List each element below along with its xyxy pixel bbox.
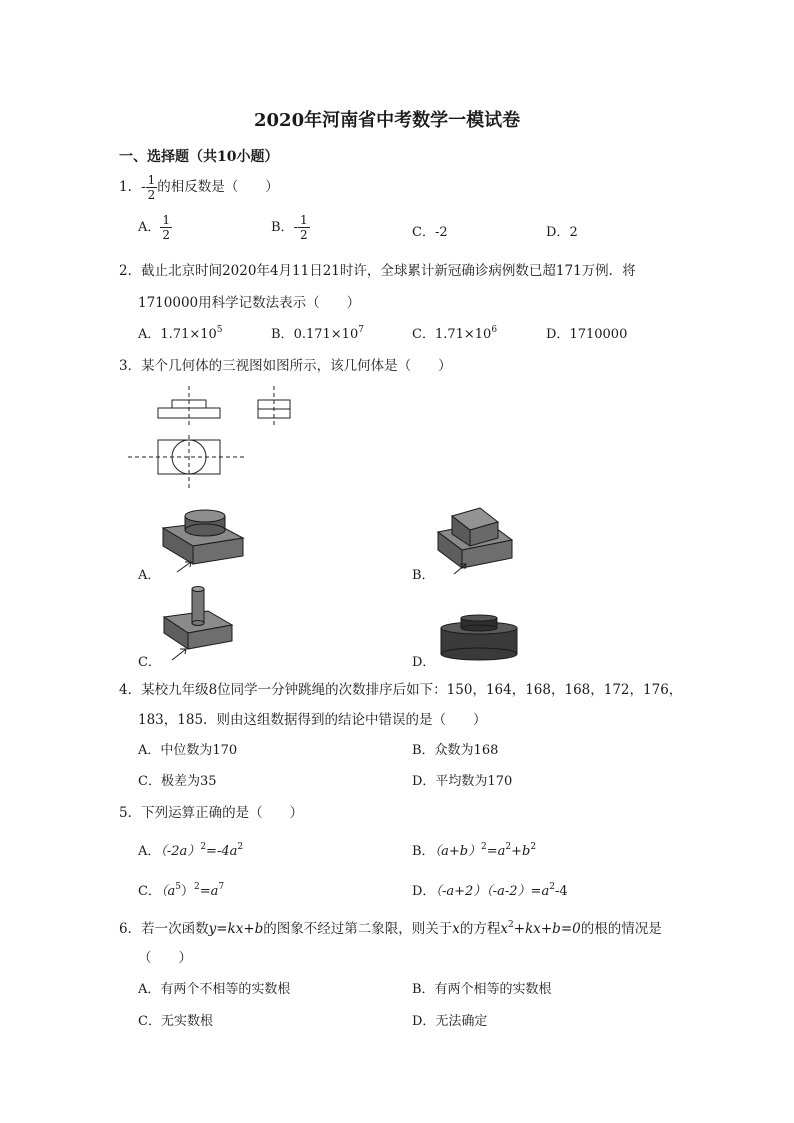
q3-option-c-label: C．	[138, 655, 161, 670]
q3-option-d-figure	[435, 610, 525, 665]
q3-text: 3．某个几何体的三视图如图所示，该几何体是（ ）	[119, 358, 452, 374]
q2-line1: 2．截止北京时间2020年4月11日21时许，全球累计新冠确诊病例数已超171万例．将	[119, 263, 636, 279]
q6-line2: （ ）	[138, 950, 192, 966]
q2-option-a	[138, 323, 223, 342]
q5-option-b	[412, 840, 536, 859]
q1-d-text: 2	[569, 225, 578, 240]
q4-option-a: A．中位数为170	[138, 743, 238, 758]
q5-a-label: A．	[138, 844, 161, 859]
q1-c-label: C．	[412, 225, 435, 240]
q1-option-d	[546, 221, 578, 240]
q1-a-fraction	[160, 214, 172, 241]
q1-frac-num: 1	[147, 173, 156, 187]
q2-a-base: 1.71×10	[160, 327, 217, 342]
q1-b-sign: -	[293, 220, 298, 235]
q2-c-label: C．	[412, 327, 435, 342]
q1-option-b	[271, 214, 310, 241]
q1-fraction	[146, 174, 158, 201]
three-view-diagram	[125, 383, 305, 493]
q5-a-exp1: 2	[200, 842, 207, 852]
q1-b-fraction	[298, 214, 310, 241]
q3-option-c-figure	[158, 583, 238, 665]
q2-option-b	[271, 323, 364, 342]
q3-option-a-figure	[155, 500, 250, 580]
q2-option-d	[546, 323, 627, 342]
q5-a-exp2: 2	[237, 842, 244, 852]
q6-pre: 6．若一次函数	[119, 921, 209, 937]
q4-option-b: B．众数为168	[412, 743, 499, 758]
q5-d-exp1: 2	[549, 882, 555, 892]
q5-c-exp3: 7	[218, 882, 225, 892]
q5-b-exp3: 2	[530, 842, 537, 852]
q5-c-expr: （a	[160, 884, 176, 899]
page-title: 2020年河南省中考数学一模试卷	[254, 110, 521, 131]
q1-c-text: -2	[434, 225, 448, 240]
q5-c-label: C．	[138, 884, 161, 899]
q1-a-den: 2	[162, 228, 171, 242]
q6-line1	[119, 917, 662, 937]
q1-b-label: B．	[271, 220, 294, 235]
q5-a-rhs: =-4a	[206, 844, 238, 859]
q5-c-exp2: 2	[193, 882, 200, 892]
q3-option-a-label: A．	[138, 568, 161, 583]
q6-mid: 的图象不经过第二象限，则关于	[263, 921, 453, 937]
q5-d-rhs: -4	[554, 884, 568, 899]
q1-a-label: A．	[138, 220, 161, 235]
q1-a-num: 1	[162, 213, 171, 227]
q1-d-label: D．	[546, 225, 570, 240]
q1-b-num: 1	[299, 213, 308, 227]
q2-c-base: 1.71×10	[434, 327, 492, 342]
q6-post: 的根的情况是	[580, 921, 662, 937]
q3-option-b-figure	[430, 500, 520, 580]
q4-line1: 4．某校九年级8位同学一分钟跳绳的次数排序后如下：150，164，168，168，172，176，	[119, 682, 683, 698]
q5-b-expr: （a+b）	[434, 844, 482, 859]
q4-option-d: D．平均数为170	[412, 774, 513, 789]
q5-b-exp2: 2	[505, 842, 512, 852]
q5-b-rhs2: +b	[511, 844, 531, 859]
q1-frac-den: 2	[147, 188, 156, 202]
q5-c-exp1: 5	[175, 882, 181, 892]
q5-option-a	[138, 840, 243, 859]
q5-text: 5．下列运算正确的是（ ）	[119, 805, 304, 821]
q2-a-label: A．	[138, 327, 161, 342]
q1-option-a	[138, 214, 172, 241]
q2-line2: 1710000用科学记数法表示（ ）	[138, 295, 361, 311]
q4-option-c: C．极差为35	[138, 774, 217, 789]
question-1	[119, 174, 279, 201]
q3-option-b-label: B．	[412, 568, 435, 583]
q2-b-exp: 7	[358, 325, 364, 335]
q6-option-d: D．无法确定	[412, 1014, 488, 1029]
q5-b-exp1: 2	[481, 842, 487, 852]
q6-option-b: B．有两个相等的实数根	[412, 982, 552, 997]
q6-mid2: 的方程	[459, 921, 501, 937]
q2-c-exp: 6	[491, 325, 498, 335]
q5-c-rhs: =a	[199, 884, 219, 899]
q4-line2: 183，185．则由这组数据得到的结论中错误的是（ ）	[138, 712, 487, 728]
q2-b-label: B．	[271, 327, 294, 342]
section-heading: 一、选择题（共10小题）	[119, 149, 279, 165]
q6-option-c: C．无实数根	[138, 1014, 213, 1029]
q2-a-exp: 5	[216, 325, 223, 335]
q5-option-c	[138, 880, 224, 899]
q5-b-label: B．	[412, 844, 435, 859]
q5-d-expr: （-a+2）（-a-2）=a	[435, 884, 550, 899]
q5-c-mid: ）	[180, 884, 194, 899]
q1-text: 的相反数是（ ）	[157, 179, 279, 195]
q6-x: x	[452, 921, 460, 937]
q6-eq1: x	[500, 921, 509, 937]
q1-sign: -	[141, 179, 146, 195]
q3-option-d-label: D．	[412, 655, 436, 670]
q6-exp: 2	[508, 920, 514, 930]
q6-func: y=kx+b	[208, 921, 264, 937]
q5-d-label: D．	[412, 884, 436, 899]
q2-d-text: 1710000	[569, 327, 628, 342]
q1-number: 1．	[119, 179, 142, 195]
q6-option-a: A．有两个不相等的实数根	[138, 982, 291, 997]
q1-b-den: 2	[299, 228, 308, 242]
q6-eq2: +kx+b=0	[513, 921, 581, 937]
q1-option-c	[412, 221, 448, 240]
q5-a-expr: （-2a）	[160, 844, 201, 859]
q2-option-c	[412, 323, 497, 342]
q5-b-rhs: =a	[486, 844, 506, 859]
q2-b-base: 0.171×10	[293, 327, 359, 342]
q5-option-d	[412, 880, 568, 899]
q2-d-label: D．	[546, 327, 570, 342]
